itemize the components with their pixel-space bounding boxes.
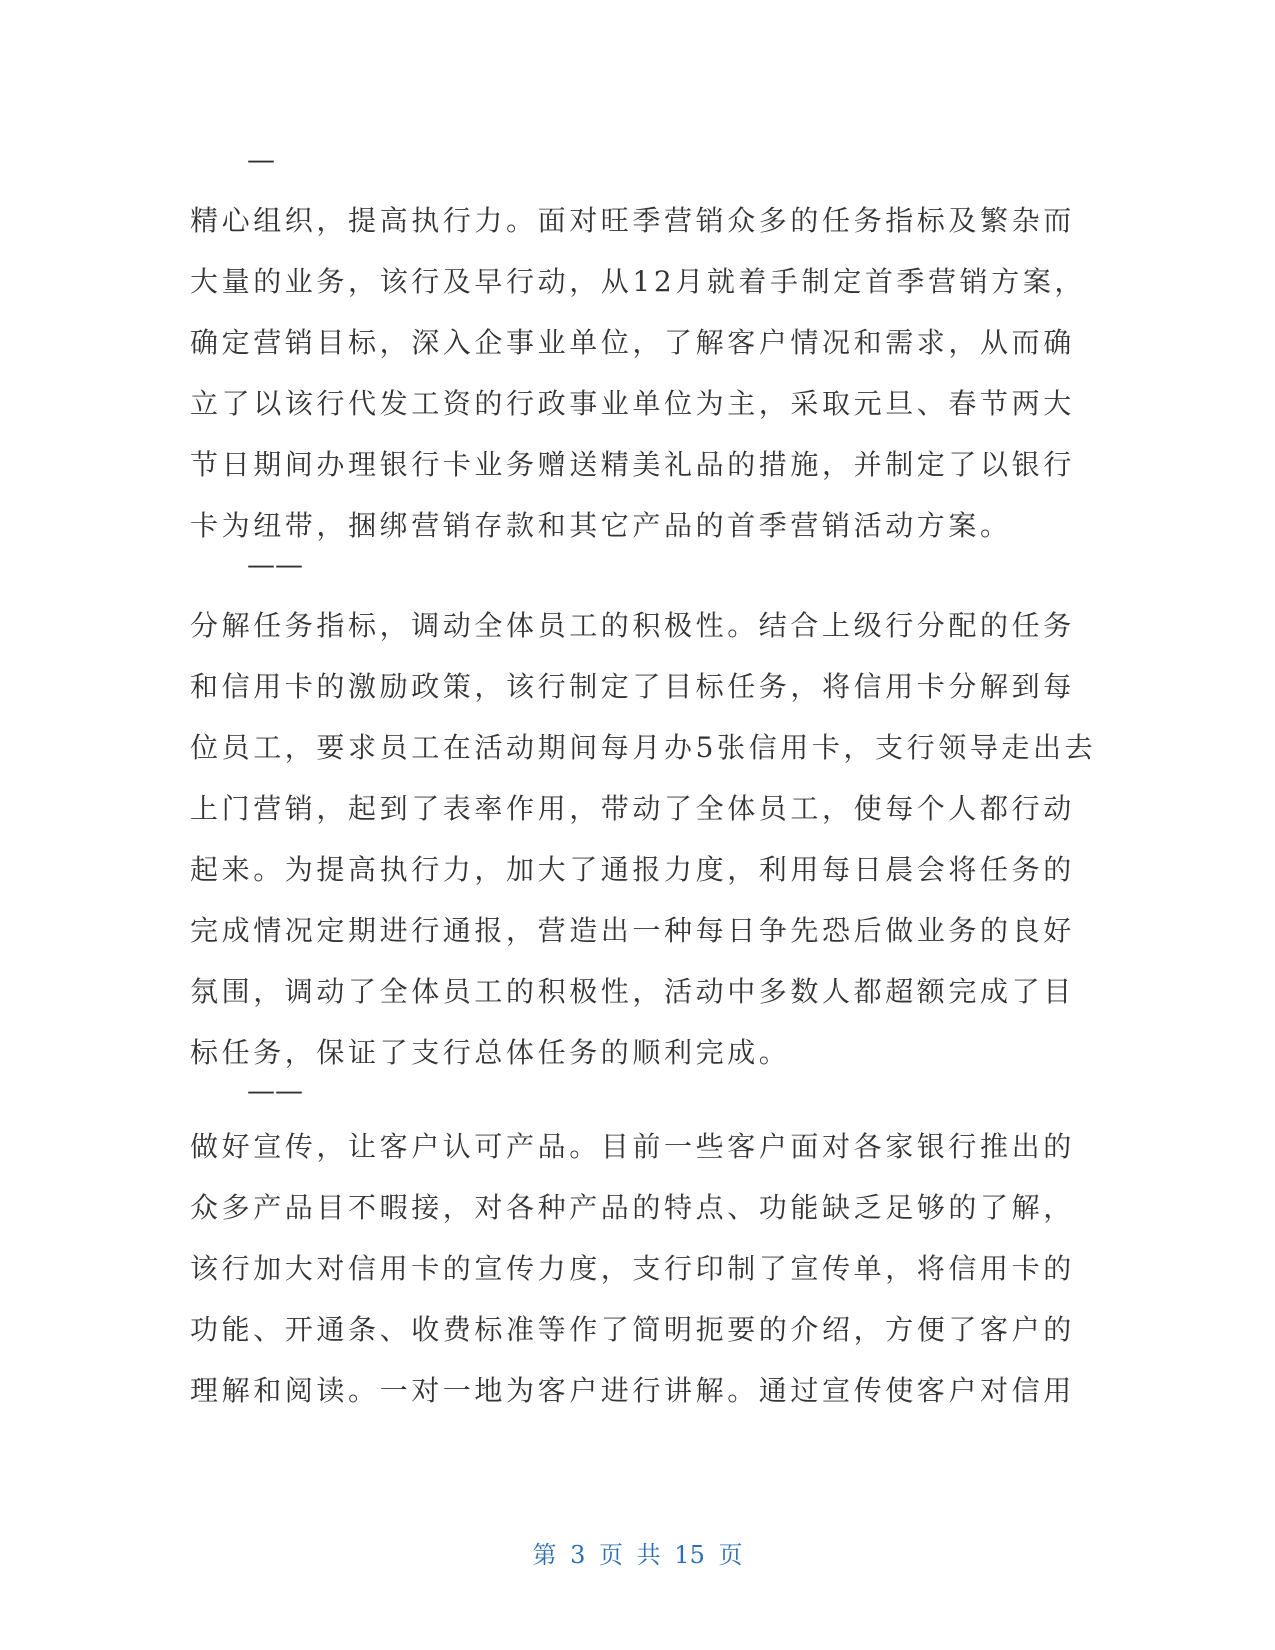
paragraph-line: 卡为纽带，捆绑营销存款和其它产品的首季营销活动方案。 [190, 509, 1012, 542]
paragraph-1 [190, 190, 1090, 556]
paragraph-3 [190, 1116, 1090, 1421]
paragraph-line: 节日期间办理银行卡业务赠送精美礼品的措施，并制定了以银行 [190, 448, 1075, 481]
paragraph-line: 理解和阅读。一对一地为客户进行讲解。通过宣传使客户对信用 [190, 1374, 1075, 1407]
paragraph-line: 上门营销，起到了表率作用，带动了全体员工，使每个人都行动 [190, 792, 1075, 825]
paragraph-line: 做好宣传，让客户认可产品。目前一些客户面对各家银行推出的 [190, 1130, 1075, 1163]
paragraph-line: 精心组织，提高执行力。面对旺季营销众多的任务指标及繁杂而 [190, 204, 1075, 237]
paragraph-line: 确定营销目标，深入企事业单位，了解客户情况和需求，从而确 [190, 326, 1075, 359]
paragraph-line: 大量的业务，该行及早行动，从12月就着手制定首季营销方案， [190, 265, 1087, 298]
paragraph-line: 该行加大对信用卡的宣传力度，支行印制了宣传单，将信用卡的 [190, 1252, 1075, 1285]
paragraph-line: 分解任务指标，调动全体员工的积极性。结合上级行分配的任务 [190, 609, 1075, 642]
paragraph-line: 功能、开通条、收费标准等作了简明扼要的介绍，方便了客户的 [190, 1313, 1075, 1346]
paragraph-line: 完成情况定期进行通报，营造出一种每日争先恐后做业务的良好 [190, 914, 1075, 947]
paragraph-line: 起来。为提高执行力，加大了通报力度，利用每日晨会将任务的 [190, 853, 1075, 886]
dash-separator-1: — [247, 143, 275, 176]
dash-separator-2: —— [247, 548, 303, 581]
paragraph-line: 众多产品目不暇接，对各种产品的特点、功能缺乏足够的了解， [190, 1191, 1075, 1224]
paragraph-2 [190, 595, 1097, 1083]
paragraph-line: 和信用卡的激励政策，该行制定了目标任务，将信用卡分解到每 [190, 670, 1075, 703]
paragraph-line: 立了以该行代发工资的行政事业单位为主，采取元旦、春节两大 [190, 387, 1075, 420]
paragraph-line: 氛围，调动了全体员工的积极性，活动中多数人都超额完成了目 [190, 975, 1075, 1008]
dash-separator-3: —— [247, 1074, 303, 1107]
page-number-footer: 第 3 页 共 15 页 [532, 1541, 743, 1569]
paragraph-line: 标任务，保证了支行总体任务的顺利完成。 [190, 1036, 791, 1069]
paragraph-line: 位员工，要求员工在活动期间每月办5张信用卡，支行领导走出去 [190, 731, 1097, 764]
